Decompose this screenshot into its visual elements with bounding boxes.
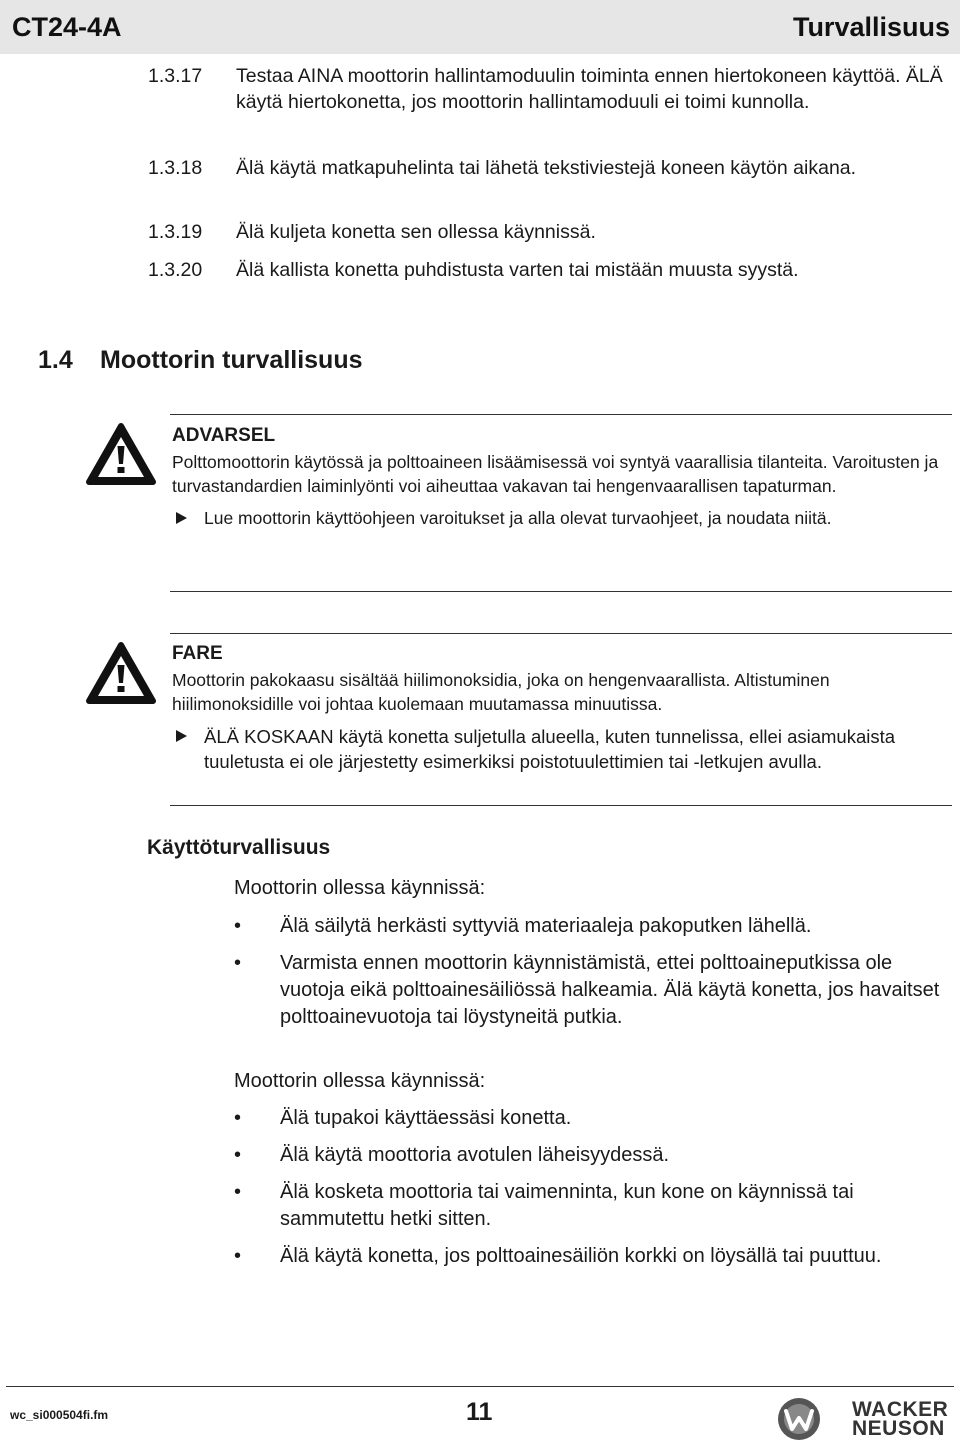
- chapter-title: Turvallisuus: [792, 12, 950, 42]
- bullet-item: [234, 1142, 954, 1169]
- arrow-right-icon: [176, 512, 187, 524]
- list-item: [148, 257, 954, 283]
- bullet-item: [234, 913, 954, 940]
- warning-step: [172, 724, 952, 774]
- warning-triangle-icon: [86, 422, 156, 486]
- signal-word: ADVARSEL: [172, 425, 276, 446]
- brand-logo: [776, 1396, 954, 1442]
- bullet-icon: •: [234, 1144, 242, 1166]
- warning-box-advarsel: [86, 414, 952, 594]
- bullet-icon: •: [234, 1181, 242, 1203]
- section-title: [38, 346, 363, 375]
- footer-filename: wc_si000504fi.fm: [10, 1408, 109, 1422]
- wacker-neuson-logo-icon: [776, 1396, 822, 1442]
- warning-text: Moottorin pakokaasu sisältää hiilimonoksidia, joka on hengenvaarallista. Altistuminen hiilimonoksidille voi johtaa kuolemaan muutamassa minuutissa.: [172, 670, 830, 714]
- section-heading: Moottorin turvallisuus: [100, 346, 363, 374]
- footer-divider: [6, 1386, 954, 1387]
- list-item: [148, 63, 954, 115]
- bullet-item: [234, 1243, 954, 1270]
- item-number: 1.3.18: [148, 157, 203, 179]
- bullet-item: [234, 950, 954, 1031]
- bullet-text: Älä kosketa moottoria tai vaimenninta, kun kone on käynnissä tai sammutettu hetki sitten.: [280, 1181, 854, 1230]
- bullet-text: Älä säilytä herkästi syttyviä materiaaleja pakoputken lähellä.: [280, 915, 812, 937]
- item-number: 1.3.19: [148, 221, 203, 243]
- item-text: Testaa AINA moottorin hallintamoduulin toiminta ennen hiertokoneen käyttöä. ÄLÄ käytä hiertokonetta, jos moottorin hallintamoduuli ei toimi kunnolla.: [236, 65, 943, 113]
- divider: [170, 633, 952, 634]
- bullet-icon: •: [234, 1107, 242, 1129]
- item-text: Älä kuljeta konetta sen ollessa käynnissä.: [236, 221, 596, 243]
- warning-step-text: ÄLÄ KOSKAAN käytä konetta suljetulla alueella, kuten tunnelissa, ellei asiamukaista tuuletusta ei ole järjestetty esimerkiksi poistotuulettimien tai -letkujen avulla.: [204, 726, 896, 772]
- list-item: [148, 155, 954, 181]
- arrow-right-icon: [176, 730, 187, 742]
- logo-line-1: WACKER: [852, 1398, 949, 1421]
- bullet-text: Älä käytä konetta, jos polttoainesäiliön korkki on löysällä tai puuttuu.: [280, 1245, 882, 1267]
- page-number: 11: [466, 1398, 493, 1426]
- warning-triangle-icon: [86, 641, 156, 705]
- logo-line-2: NEUSON: [852, 1417, 945, 1440]
- warning-step-text: Lue moottorin käyttöohjeen varoitukset ja alla olevat turvaohjeet, ja noudata niitä.: [204, 508, 832, 528]
- logo-wordmark: [852, 1400, 948, 1438]
- warning-text: Polttomoottorin käytössä ja polttoaineen lisäämisessä voi syntyä vaarallisia tilanteita. Varoitusten ja turvastandardien laiminlyönti voi aiheuttaa vakavan tai hengenvaarallisen tapaturman.: [172, 452, 939, 496]
- divider: [170, 414, 952, 415]
- list-item: [148, 219, 954, 245]
- item-text: Älä kallista konetta puhdistusta varten tai mistään muusta syystä.: [236, 259, 799, 281]
- item-number: 1.3.17: [148, 65, 203, 87]
- group-lead: Moottorin ollessa käynnissä:: [234, 1070, 486, 1092]
- group-lead: Moottorin ollessa käynnissä:: [234, 877, 486, 899]
- bullet-text: Älä tupakoi käyttäessäsi konetta.: [280, 1107, 572, 1129]
- item-text: Älä käytä matkapuhelinta tai lähetä tekstiviestejä koneen käytön aikana.: [236, 157, 857, 179]
- bullet-icon: •: [234, 1245, 242, 1267]
- divider: [170, 591, 952, 592]
- section-number: 1.4: [38, 346, 73, 374]
- warning-step: [172, 506, 952, 530]
- item-number: 1.3.20: [148, 259, 203, 281]
- bullet-text: Varmista ennen moottorin käynnistämistä, ettei polttoaineputkissa ole vuotoja eikä polttoainesäiliössä halkeamia. Älä käytä konetta, jos havaitset polttoainevuotoja tai löystyneitä putkia.: [280, 952, 940, 1028]
- model-name: CT24-4A: [12, 12, 122, 42]
- signal-word: FARE: [172, 643, 223, 664]
- bullet-item: [234, 1179, 954, 1233]
- warning-box-fare: [86, 633, 952, 808]
- page-header: [0, 0, 960, 54]
- bullet-item: [234, 1105, 954, 1132]
- bullet-icon: •: [234, 915, 242, 937]
- subsection-title: Käyttöturvallisuus: [147, 836, 331, 859]
- bullet-text: Älä käytä moottoria avotulen läheisyydessä.: [280, 1144, 670, 1166]
- divider: [170, 805, 952, 806]
- bullet-icon: •: [234, 952, 242, 974]
